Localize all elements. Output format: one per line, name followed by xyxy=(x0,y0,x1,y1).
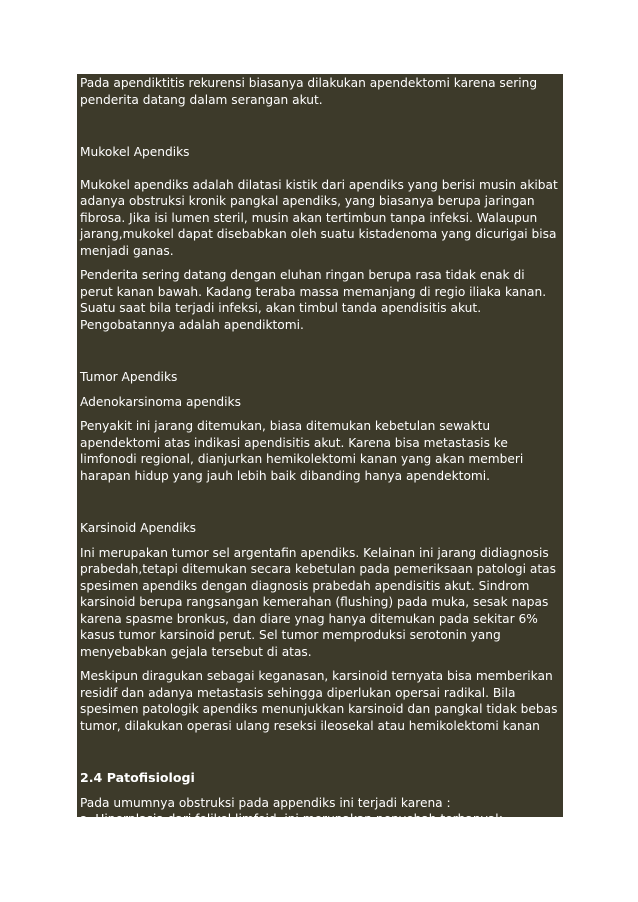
spacer xyxy=(80,410,559,418)
spacer xyxy=(80,259,559,267)
adenokarsinoma-subheading: Adenokarsinoma apendiks xyxy=(80,394,241,409)
mukokel-paragraph-1: Mukokel apendiks adalah dilatasi kistik dari apendiks yang berisi musin akibat adanya obstruksi kronik pangkal apendiks, yang biasanya berupa jaringan fibrosa. Jika isi lumen steril, musin akan tertimbun tanpa infeksi. Walaupun jarang,mukokel dapat disebabkan oleh suatu kistadenoma yang dicurigai bisa menjadi ganas. xyxy=(80,177,558,258)
spacer xyxy=(80,333,559,369)
karsinoid-paragraph-1: Ini merupakan tumor sel argentafin apendiks. Kelainan ini jarang didiagnosis prabedah,tetapi ditemukan secara kebetulan pada pemeriksaan patologi atas spesimen apendiks dengan diagnosis prabedah apendisitis akut. Sindrom karsinoid berupa rangsangan kemerahan (flushing) pada muka, sesak napas karena spasme bronkus, dan diare ynag hanya ditemukan pada sekitar 6% kasus tumor karsinoid perut. Sel tumor memproduksi serotonin yang menyebabkan gejala tersebut di atas. xyxy=(80,545,556,659)
intro-paragraph: Pada apendiktitis rekurensi biasanya dilakukan apendektomi karena sering penderita datang dalam serangan akut. xyxy=(80,76,538,107)
patofisiologi-item-b: b. Adanya faekolit dalam lumen appendiks. xyxy=(80,828,345,843)
patofisiologi-item-a: a. Hiperplasia dari folikel limfoid, ini merupakan penyebab terbanyak. xyxy=(80,812,507,826)
document-panel xyxy=(77,74,563,843)
spacer xyxy=(80,787,559,795)
spacer xyxy=(80,660,559,668)
spacer xyxy=(80,537,559,545)
karsinoid-paragraph-2: Meskipun diragukan sebagai keganasan, karsinoid ternyata bisa memberikan residif dan adanya metastasis sehingga diperlukan opersai radikal. Bila spesimen patologik apendiks menunjukkan karsinoid dan pangkal tidak bebas tumor, dilakukan operasi ulang reseksi ileosekal atau hemikolektomi kanan xyxy=(80,669,558,733)
spacer xyxy=(80,734,559,770)
patofisiologi-intro: Pada umumnya obstruksi pada appendiks ini terjadi karena : xyxy=(80,795,451,810)
tumor-paragraph-1: Penyakit ini jarang ditemukan, biasa ditemukan kebetulan sewaktu apendektomi atas indikasi apendisitis akut. Karena bisa metastasis ke limfonodi regional, dianjurkan hemikolektomi kanan yang akan memberi harapan hidup yang jauh lebih baik dibanding hanya apendektomi. xyxy=(80,419,524,483)
spacer xyxy=(80,386,559,394)
spacer xyxy=(80,484,559,520)
mukokel-heading: Mukokel Apendiks xyxy=(80,145,190,159)
tumor-heading: Tumor Apendiks xyxy=(80,370,178,384)
karsinoid-heading: Karsinoid Apendiks xyxy=(80,521,196,535)
mukokel-paragraph-2: Penderita sering datang dengan eluhan ringan berupa rasa tidak enak di perut kanan bawah. Kadang teraba massa memanjang di regio iliaka kanan. Suatu saat bila terjadi infeksi, akan timbul tanda apendisitis akut. Pengobatannya adalah apendiktomi. xyxy=(80,268,547,332)
patofisiologi-heading: 2.4 Patofisiologi xyxy=(80,770,195,785)
spacer xyxy=(80,108,559,144)
spacer xyxy=(80,161,559,177)
